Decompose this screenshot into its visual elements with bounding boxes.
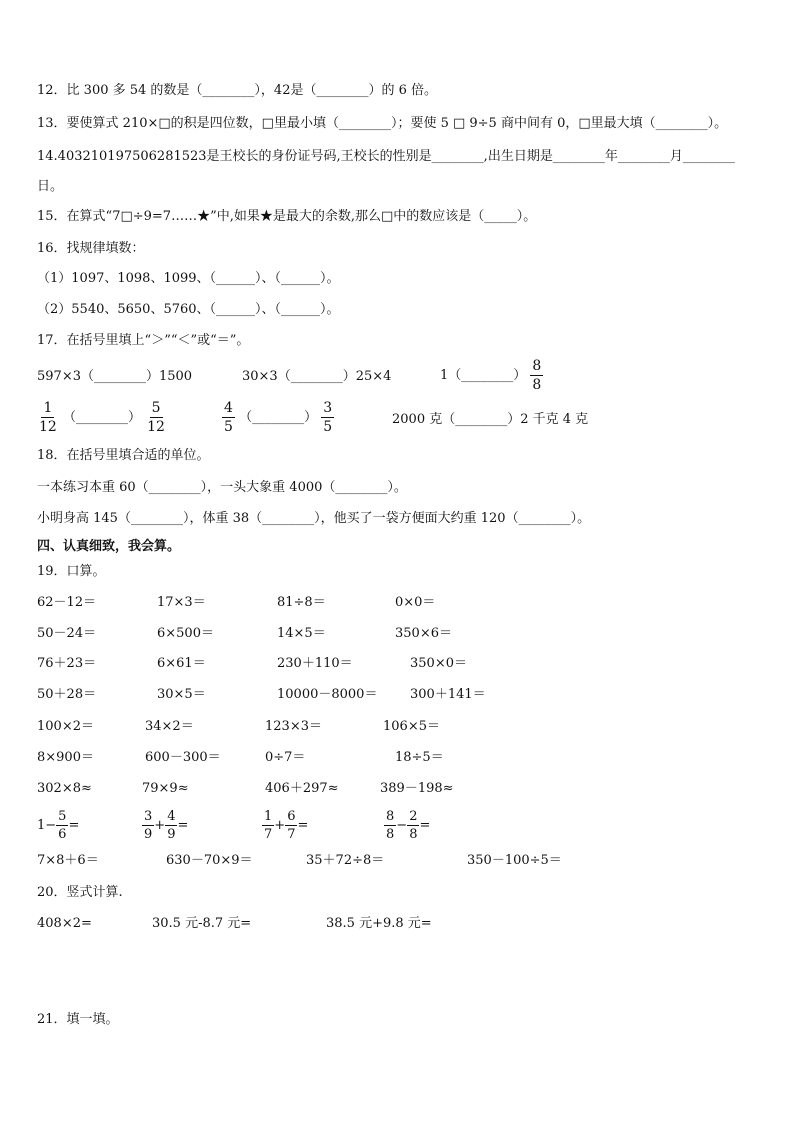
mixed-3: 35＋72÷8＝ [306,853,385,868]
question-14: 14.403210197506281523是王校长的身份证号码,王校长的性别是________,出生日期是________年________月________ [37,149,735,164]
question-14-cont: 日。 [37,179,64,194]
oral-problem: 106×5＝ [383,719,440,734]
denominator: 5 [224,419,233,435]
oral-problem: 389－198≈ [380,781,454,796]
question-18: 18．在括号里填合适的单位。 [37,448,210,463]
oral-problem: 230＋110＝ [277,656,353,671]
question-12: 12．比 300 多 54 的数是（________），42是（________）的 6 倍。 [37,83,438,98]
operator: + [274,818,286,833]
oral-problem: 6×61＝ [157,656,206,671]
frac-problem-4 [384,806,430,846]
denominator: 8 [532,377,542,393]
operator: + [154,818,166,833]
fraction-1-7 [262,810,274,841]
question-17: 17．在括号里填上“＞”“＜”或“＝”。 [37,333,250,348]
oral-problem: 350×0＝ [410,656,467,671]
compare-e-blank: （________） [239,410,318,425]
question-16: 16．找规律填数： [37,241,145,256]
denominator: 7 [264,827,273,842]
oral-problem: 302×8≈ [37,781,92,796]
oral-problem: 8×900＝ [37,750,94,765]
question-20: 20．竖式计算. [37,885,123,900]
denominator: 12 [147,419,165,435]
denominator: 8 [409,827,418,842]
numerator: 1 [264,809,273,824]
numerator: 5 [58,809,67,824]
equals: = [177,818,189,833]
oral-problem: 406＋297≈ [265,781,339,796]
denominator: 8 [386,827,395,842]
frac-problem-3 [262,806,308,846]
equals: = [419,818,431,833]
frac-1-whole: 1− [37,818,57,833]
question-13: 13．要使算式 210×□的积是四位数，□里最小填（________）；要使 5 □ 9÷5 商中间有 0，□里最大填（________）。 [37,116,728,131]
oral-problem: 10000－8000＝ [277,687,378,702]
oral-problem: 50＋28＝ [37,687,97,702]
oral-problem: 81÷8＝ [277,595,326,610]
equals: = [68,818,80,833]
fraction-8-8 [530,359,543,392]
oral-problem: 14×5＝ [277,626,326,641]
numerator: 6 [287,809,296,824]
compare-d [37,398,167,438]
oral-problem: 600－300＝ [145,750,221,765]
oral-problem: 123×3＝ [265,719,322,734]
vertical-2: 30.5 元-8.7 元= [152,916,252,931]
question-18-2: 小明身高 145（________），体重 38（________），他买了一袋方便面大约重 120（________）。 [37,511,591,526]
fraction-8-8 [384,810,396,841]
denominator: 7 [287,827,296,842]
section-heading-4: 四、认真细致，我会算。 [37,539,181,554]
oral-problem: 300＋141＝ [410,687,486,702]
vertical-1: 408×2= [37,916,92,931]
numerator: 4 [224,400,233,416]
numerator: 3 [144,809,153,824]
question-15: 15．在算式“7□÷9=7……★”中,如果★是最大的余数,那么□中的数应该是（_____）。 [37,209,537,224]
numerator: 5 [151,400,161,416]
frac-problem-2 [142,806,188,846]
numerator: 4 [167,809,176,824]
compare-f: 2000 克（________）2 千克 4 克 [392,412,589,427]
fraction-2-8 [407,810,419,841]
fraction-4-5 [222,401,235,434]
operator: − [396,818,408,833]
denominator: 9 [144,827,153,842]
question-18-1: 一本练习本重 60（________），一头大象重 4000（________）。 [37,480,407,495]
numerator: 2 [409,809,418,824]
fraction-4-9 [165,810,177,841]
fraction-5-6 [56,810,68,841]
question-16-1: （1）1097、1098、1099、（______）、（______）。 [37,271,340,286]
oral-problem: 0×0＝ [395,595,436,610]
fraction-3-5 [321,401,334,434]
compare-a: 597×3（________）1500 [37,369,193,384]
fraction-1-12 [37,401,59,434]
frac-problem-1 [37,806,79,846]
oral-problem: 34×2＝ [145,719,194,734]
compare-b: 30×3（________）25×4 [242,369,392,384]
numerator: 3 [323,400,333,416]
numerator: 8 [386,809,395,824]
fraction-3-9 [142,810,154,841]
compare-d-blank: （________） [62,410,141,425]
oral-problem: 50－24＝ [37,626,97,641]
mixed-4: 350－100÷5＝ [467,853,562,868]
denominator: 9 [167,827,176,842]
numerator: 8 [532,358,542,374]
oral-problem: 76＋23＝ [37,656,97,671]
equals: = [297,818,309,833]
oral-problem: 79×9≈ [142,781,189,796]
compare-c-left: 1（________） [440,368,527,383]
fraction-5-12 [145,401,167,434]
oral-problem: 62－12＝ [37,595,97,610]
numerator: 1 [43,400,53,416]
denominator: 12 [39,419,57,435]
oral-problem: 30×5＝ [157,687,206,702]
oral-problem: 100×2＝ [37,719,94,734]
oral-problem: 17×3＝ [157,595,206,610]
question-19: 19．口算。 [37,564,106,579]
compare-e [222,398,334,438]
compare-c [440,356,543,396]
oral-problem: 0÷7＝ [265,750,306,765]
question-16-2: （2）5540、5650、5760、（______）、（______）。 [37,302,340,317]
mixed-1: 7×8＋6＝ [37,853,99,868]
question-21: 21．填一填。 [37,1012,119,1027]
fraction-6-7 [285,810,297,841]
denominator: 6 [58,827,67,842]
mixed-2: 630－70×9＝ [166,853,253,868]
vertical-3: 38.5 元+9.8 元= [326,916,432,931]
oral-problem: 6×500＝ [157,626,214,641]
oral-problem: 350×6＝ [395,626,452,641]
denominator: 5 [323,419,333,435]
oral-problem: 18÷5＝ [395,750,444,765]
